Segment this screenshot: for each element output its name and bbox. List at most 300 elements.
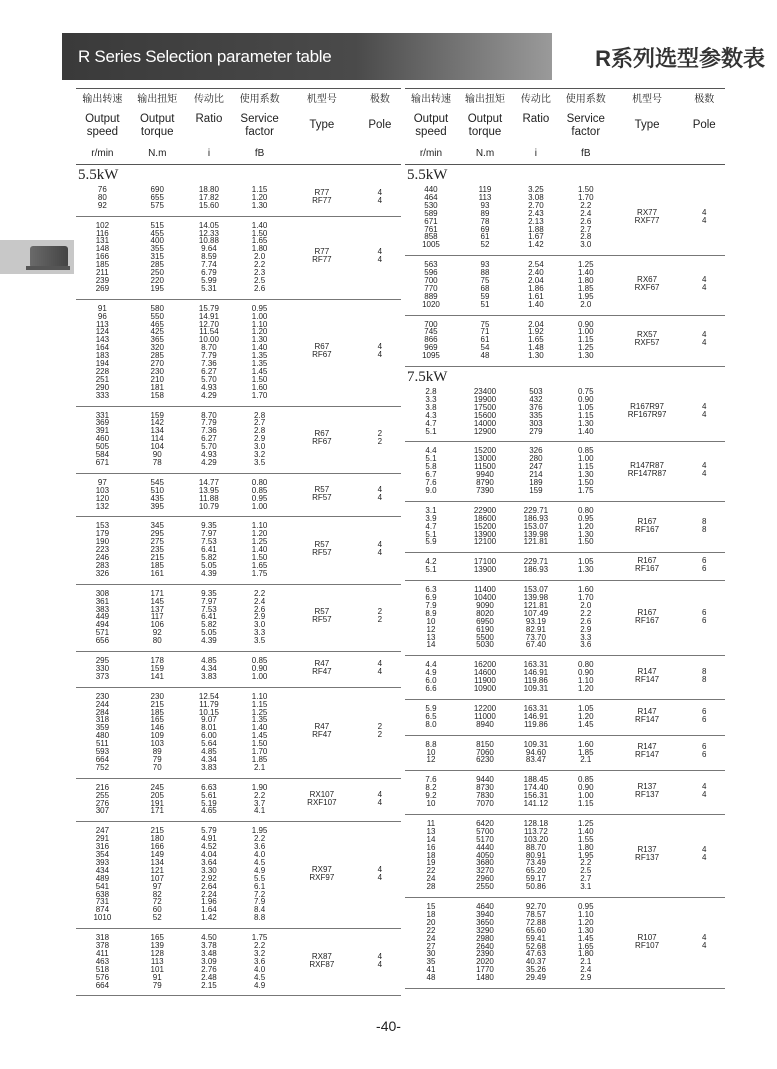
cell-service-factor: 1.30 <box>251 335 268 345</box>
title-bar <box>62 33 777 80</box>
cell-torque: 2960 <box>476 874 494 884</box>
header-cn-0: 输出转速 <box>82 94 123 105</box>
gearmotor-icon <box>0 240 74 274</box>
row-group <box>76 474 401 518</box>
cell-ratio: 4.04 <box>201 850 217 860</box>
cell-torque: 103 <box>150 739 164 749</box>
cell-service-factor: 4.1 <box>254 806 266 816</box>
cell-torque: 15200 <box>473 446 497 456</box>
cell-speed: 6.9 <box>425 593 437 603</box>
cell-ratio: 229.71 <box>523 557 549 567</box>
cell-service-factor: 1.20 <box>251 192 268 202</box>
cell-torque: 5700 <box>476 826 494 836</box>
cell-pole: 4 <box>377 797 383 807</box>
cell-speed: 593 <box>95 747 110 757</box>
cell-speed: 179 <box>95 529 110 539</box>
cell-torque: 270 <box>150 359 164 369</box>
cell-service-factor: 3.0 <box>580 240 592 250</box>
cell-type: RF57 <box>312 615 332 625</box>
cell-ratio: 6.79 <box>201 268 217 278</box>
cell-service-factor: 1.20 <box>577 917 594 927</box>
cell-speed: 489 <box>95 873 110 883</box>
cell-service-factor: 0.90 <box>251 663 268 673</box>
cell-torque: 315 <box>150 252 164 262</box>
table-row <box>76 502 401 511</box>
cell-speed: 24 <box>426 933 436 943</box>
cell-torque: 12900 <box>473 426 497 436</box>
cell-speed: 11 <box>426 818 436 828</box>
cell-service-factor: 4.9 <box>254 980 266 990</box>
cell-torque: 4440 <box>476 842 494 852</box>
cell-speed: 745 <box>424 327 438 337</box>
cell-type: RX57 <box>637 330 658 340</box>
cell-type: R147 <box>637 706 657 716</box>
cell-speed: 331 <box>95 410 110 420</box>
cell-service-factor: 1.80 <box>577 949 594 959</box>
cell-speed: 4.3 <box>425 410 437 420</box>
cell-service-factor: 1.50 <box>251 374 268 384</box>
cell-ratio: 4.93 <box>201 450 217 460</box>
cell-service-factor: 3.6 <box>254 842 266 852</box>
cell-ratio: 163.31 <box>523 703 549 713</box>
cell-service-factor: 1.30 <box>577 351 594 361</box>
cell-ratio: 5.99 <box>201 275 217 285</box>
cell-ratio: 5.05 <box>201 628 217 638</box>
cell-type: R137 <box>637 782 657 792</box>
cell-torque: 195 <box>150 283 164 293</box>
cell-ratio: 1.86 <box>528 283 544 293</box>
cell-torque: 78 <box>152 457 162 467</box>
cell-torque: 455 <box>150 228 164 238</box>
cell-speed: 276 <box>95 798 110 808</box>
cell-speed: 8.0 <box>425 719 437 729</box>
cell-ratio: 146.91 <box>523 668 549 678</box>
cell-service-factor: 0.90 <box>577 783 594 793</box>
cell-torque: 13000 <box>473 454 497 464</box>
cell-service-factor: 2.2 <box>580 858 592 868</box>
cell-ratio: 7.79 <box>201 418 217 428</box>
cell-pole: 4 <box>701 932 707 942</box>
cell-ratio: 12.33 <box>198 228 219 238</box>
cell-pole: 4 <box>377 350 383 360</box>
cell-speed: 318 <box>95 715 110 725</box>
cell-speed: 183 <box>95 351 110 361</box>
cell-torque: 134 <box>150 857 164 867</box>
cell-speed: 10 <box>426 799 436 808</box>
row-group <box>405 898 725 989</box>
cell-ratio: 1.40 <box>528 299 544 309</box>
table-row <box>76 636 401 645</box>
table-row <box>405 486 725 495</box>
cell-ratio: 4.93 <box>201 382 217 392</box>
cell-torque: 220 <box>150 275 164 285</box>
row-group <box>405 771 725 815</box>
cell-speed: 4.4 <box>425 446 437 456</box>
cell-service-factor: 1.35 <box>251 715 268 725</box>
cell-ratio: 47.63 <box>525 949 546 959</box>
cell-service-factor: 0.95 <box>251 493 268 503</box>
cell-service-factor: 7.9 <box>254 897 266 907</box>
cell-ratio: 5.70 <box>201 374 217 384</box>
cell-speed: 7.9 <box>425 600 437 610</box>
cell-speed: 30 <box>426 949 436 959</box>
cell-service-factor: 0.95 <box>577 513 594 523</box>
cell-torque: 145 <box>150 596 164 606</box>
cell-service-factor: 2.6 <box>254 604 266 614</box>
cell-speed: 48 <box>426 973 436 983</box>
cell-speed: 16 <box>426 842 436 852</box>
cell-torque: 690 <box>150 185 164 194</box>
cell-type: R167 <box>637 556 657 566</box>
cell-service-factor: 1.40 <box>577 426 594 436</box>
table-row <box>76 913 401 922</box>
cell-torque: 93 <box>480 200 490 210</box>
cell-torque: 15200 <box>473 521 497 531</box>
cell-ratio: 4.39 <box>201 636 217 646</box>
cell-pole: 4 <box>701 207 707 217</box>
header-cn-4: 机型号 <box>306 94 337 105</box>
cell-type: RF167 <box>635 524 660 534</box>
cell-service-factor: 1.60 <box>577 585 594 595</box>
cell-speed: 494 <box>95 620 110 630</box>
cell-type: R167 <box>637 607 657 617</box>
cell-service-factor: 0.80 <box>251 477 268 487</box>
header-en-2: Ratio <box>195 113 223 125</box>
cell-ratio: 2.92 <box>201 873 217 883</box>
cell-type: RXF77 <box>634 215 660 225</box>
cell-service-factor: 0.85 <box>251 485 268 495</box>
cell-service-factor: 1.65 <box>251 236 268 246</box>
cell-speed: 15 <box>426 902 436 911</box>
cell-ratio: 5.70 <box>201 442 217 452</box>
cell-speed: 6.3 <box>425 585 437 595</box>
row-group <box>76 217 401 300</box>
row-group <box>405 656 725 700</box>
row-group <box>76 517 401 584</box>
cell-ratio: 2.54 <box>528 260 544 270</box>
cell-ratio: 3.09 <box>201 956 217 966</box>
cell-torque: 3650 <box>476 917 494 927</box>
cell-speed: 13 <box>426 826 436 836</box>
table-header <box>405 88 725 165</box>
cell-speed: 143 <box>95 335 110 345</box>
cell-type: RXF57 <box>634 338 660 348</box>
cell-ratio: 303 <box>529 418 543 428</box>
cell-pole: 4 <box>377 187 383 197</box>
cell-ratio: 82.91 <box>525 624 546 634</box>
cell-torque: 18600 <box>473 513 497 523</box>
cell-ratio: 5.05 <box>201 560 217 570</box>
cell-torque: 13900 <box>473 565 497 575</box>
cell-pole: 8 <box>701 675 707 685</box>
cell-type: R77 <box>314 247 330 257</box>
cell-speed: 4.4 <box>425 660 437 670</box>
cell-ratio: 1.88 <box>528 224 544 234</box>
cell-torque: 275 <box>150 537 164 547</box>
cell-speed: 3.9 <box>425 513 437 523</box>
cell-ratio: 7.36 <box>201 359 217 369</box>
cell-service-factor: 3.2 <box>254 450 266 460</box>
cell-pole: 4 <box>377 872 383 882</box>
cell-pole: 2 <box>377 429 383 439</box>
cell-pole: 4 <box>701 790 707 800</box>
cell-ratio: 4.85 <box>201 656 217 666</box>
cell-pole: 8 <box>701 524 707 534</box>
cell-type: R57 <box>314 484 330 494</box>
cell-torque: 91 <box>152 972 162 982</box>
cell-speed: 3.3 <box>425 394 437 404</box>
cell-speed: 9.0 <box>425 485 437 495</box>
cell-torque: 10400 <box>473 593 497 603</box>
cell-torque: 59 <box>480 291 490 301</box>
cell-type: RF167R97 <box>627 409 667 419</box>
cell-type: R57 <box>314 540 330 550</box>
cell-torque: 92 <box>152 628 162 638</box>
cell-ratio: 1.48 <box>528 343 544 353</box>
cell-speed: 255 <box>95 790 110 800</box>
cell-speed: 511 <box>95 739 109 749</box>
cell-service-factor: 1.70 <box>577 192 594 202</box>
cell-ratio: 73.70 <box>525 632 546 642</box>
cell-ratio: 1.42 <box>528 240 544 250</box>
cell-speed: 4.7 <box>425 418 437 428</box>
cell-ratio: 83.47 <box>525 755 546 765</box>
cell-type: RF67 <box>312 350 332 360</box>
cell-torque: 14600 <box>473 668 497 678</box>
cell-speed: 307 <box>95 806 110 816</box>
cell-service-factor: 1.15 <box>577 335 594 345</box>
cell-service-factor: 1.30 <box>577 529 594 539</box>
cell-ratio: 139.98 <box>523 593 549 603</box>
cell-service-factor: 1.25 <box>577 343 594 353</box>
cell-ratio: 59.17 <box>525 874 546 884</box>
cell-type: R57 <box>314 607 330 617</box>
cell-ratio: 107.49 <box>523 608 549 618</box>
cell-ratio: 10.15 <box>198 707 219 717</box>
cell-service-factor: 1.30 <box>577 565 594 575</box>
cell-torque: 19900 <box>473 394 497 404</box>
header-cn-4: 机型号 <box>632 94 663 105</box>
cell-service-factor: 1.95 <box>577 850 594 860</box>
cell-ratio: 279 <box>529 426 543 436</box>
cell-torque: 235 <box>150 545 164 555</box>
cell-ratio: 3.83 <box>201 762 217 772</box>
cell-service-factor: 1.75 <box>251 568 268 578</box>
cell-torque: 3290 <box>476 925 494 935</box>
cell-torque: 3270 <box>476 866 494 876</box>
cell-torque: 8020 <box>476 608 494 618</box>
cell-torque: 161 <box>150 568 164 578</box>
cell-speed: 80 <box>97 192 107 202</box>
cell-service-factor: 8.8 <box>254 913 266 923</box>
cell-service-factor: 0.85 <box>577 775 594 785</box>
cell-torque: 52 <box>152 913 162 923</box>
cell-ratio: 29.49 <box>525 973 546 983</box>
cell-torque: 2390 <box>476 949 494 959</box>
cell-ratio: 6.41 <box>201 545 217 555</box>
cell-speed: 369 <box>95 418 110 428</box>
cell-pole: 4 <box>377 951 383 961</box>
header-cn-2: 传动比 <box>193 94 224 105</box>
cell-ratio: 335 <box>529 410 543 420</box>
row-group <box>76 585 401 652</box>
cell-torque: 17500 <box>473 402 497 412</box>
cell-service-factor: 1.10 <box>577 909 594 919</box>
cell-ratio: 376 <box>529 402 543 412</box>
cell-ratio: 4.52 <box>201 842 217 852</box>
table-row <box>76 569 401 578</box>
cell-torque: 128 <box>150 948 164 958</box>
cell-service-factor: 3.5 <box>254 457 266 467</box>
cell-service-factor: 1.80 <box>577 275 594 285</box>
cell-torque: 12200 <box>473 703 497 713</box>
cell-torque: 13900 <box>473 529 497 539</box>
cell-speed: 1010 <box>93 913 112 923</box>
cell-torque: 7070 <box>476 799 494 808</box>
cell-ratio: 2.24 <box>201 889 217 899</box>
cell-speed: 1095 <box>422 351 440 361</box>
cell-service-factor: 0.95 <box>251 303 268 313</box>
cell-ratio: 186.93 <box>523 513 549 523</box>
table-row <box>405 300 725 309</box>
cell-ratio: 15.79 <box>198 303 219 313</box>
cell-pole: 4 <box>701 282 707 292</box>
cell-ratio: 280 <box>529 454 543 464</box>
cell-torque: 146 <box>150 723 164 733</box>
cell-pole: 4 <box>701 401 707 411</box>
cell-torque: 121 <box>150 865 164 875</box>
table-row <box>76 763 401 772</box>
cell-torque: 295 <box>150 529 164 539</box>
cell-ratio: 92.70 <box>525 902 546 911</box>
header-en-1: Output torque <box>467 113 503 138</box>
cell-ratio: 153.07 <box>523 585 549 595</box>
cell-torque: 82 <box>152 889 162 899</box>
cell-torque: 141 <box>150 671 164 681</box>
cell-ratio: 7.53 <box>201 604 217 614</box>
cell-speed: 3.8 <box>425 402 437 412</box>
cell-speed: 223 <box>95 545 110 555</box>
cell-speed: 480 <box>95 731 110 741</box>
cell-pole: 4 <box>701 274 707 284</box>
cell-ratio: 67.40 <box>525 640 546 650</box>
cell-type: R137 <box>637 845 657 855</box>
cell-ratio: 10.00 <box>198 335 219 345</box>
cell-service-factor: 2.9 <box>580 624 592 634</box>
cell-service-factor: 2.0 <box>580 299 592 309</box>
cell-service-factor: 3.5 <box>254 636 266 646</box>
table-row <box>405 640 725 649</box>
cell-speed: 700 <box>424 319 438 329</box>
cell-ratio: 11.54 <box>199 327 219 337</box>
cell-torque: 171 <box>150 806 164 816</box>
cell-ratio: 5.79 <box>201 826 217 836</box>
cell-service-factor: 1.10 <box>251 521 268 531</box>
cell-ratio: 1.92 <box>528 327 544 337</box>
cell-ratio: 186.93 <box>523 565 549 575</box>
cell-type: R167 <box>637 516 657 526</box>
cell-speed: 308 <box>95 588 110 598</box>
header-en-3: Service factor <box>566 113 605 138</box>
cell-speed: 752 <box>95 762 110 772</box>
cell-torque: 2020 <box>476 957 494 967</box>
cell-torque: 14000 <box>473 418 497 428</box>
cell-ratio: 14.77 <box>198 477 219 487</box>
cell-torque: 9440 <box>476 775 494 785</box>
cell-pole: 6 <box>701 742 707 752</box>
cell-speed: 518 <box>95 964 110 974</box>
cell-speed: 770 <box>424 283 438 293</box>
cell-service-factor: 1.15 <box>251 185 268 194</box>
cell-type: RXF67 <box>634 282 660 292</box>
cell-service-factor: 1.45 <box>251 366 268 376</box>
cell-ratio: 4.34 <box>201 663 217 673</box>
cell-torque: 165 <box>150 933 164 943</box>
cell-speed: 316 <box>95 842 110 852</box>
cell-ratio: 1.67 <box>528 232 544 242</box>
cell-service-factor: 1.65 <box>577 941 594 951</box>
cell-speed: 866 <box>424 335 438 345</box>
cell-ratio: 5.64 <box>201 739 217 749</box>
row-group <box>76 300 401 407</box>
cell-service-factor: 1.75 <box>251 933 268 943</box>
cell-ratio: 2.70 <box>528 200 544 210</box>
cell-type: RX107 <box>309 789 335 799</box>
cell-torque: 510 <box>150 485 164 495</box>
cell-speed: 190 <box>95 537 110 547</box>
cell-ratio: 121.81 <box>523 600 549 610</box>
header-cn-3: 使用系数 <box>239 94 280 105</box>
cell-service-factor: 1.20 <box>577 521 594 531</box>
cell-service-factor: 1.10 <box>577 676 594 686</box>
cell-type: RF147R87 <box>627 469 667 479</box>
cell-service-factor: 1.80 <box>251 244 268 254</box>
cell-service-factor: 2.1 <box>580 957 592 967</box>
cell-speed: 194 <box>95 359 110 369</box>
cell-service-factor: 2.3 <box>254 268 266 278</box>
cell-ratio: 5.31 <box>201 283 217 293</box>
cell-ratio: 15.60 <box>198 200 219 210</box>
cell-pole: 4 <box>377 342 383 352</box>
header-unit-1: N.m <box>148 148 167 159</box>
cell-speed: 295 <box>95 656 110 666</box>
cell-speed: 10 <box>426 616 436 626</box>
cell-ratio: 5.61 <box>201 790 217 800</box>
cell-ratio: 2.04 <box>528 275 544 285</box>
cell-type: RF57 <box>312 548 332 558</box>
cell-pole: 4 <box>701 338 707 348</box>
cell-speed: 333 <box>95 390 110 400</box>
cell-speed: 589 <box>424 208 438 218</box>
cell-pole: 4 <box>701 853 707 863</box>
cell-pole: 4 <box>701 409 707 419</box>
cell-ratio: 13.95 <box>198 485 219 495</box>
cell-torque: 51 <box>480 299 490 309</box>
cell-ratio: 93.19 <box>525 616 546 626</box>
cell-service-factor: 1.25 <box>577 818 594 828</box>
header-en-0: Output speed <box>85 113 120 138</box>
header-unit-2: i <box>534 148 537 159</box>
cell-ratio: 18.80 <box>198 185 219 194</box>
cell-torque: 72 <box>152 897 162 907</box>
cell-speed: 19 <box>426 858 436 868</box>
cell-ratio: 7.36 <box>201 426 217 436</box>
cell-ratio: 3.64 <box>201 857 217 867</box>
cell-speed: 166 <box>95 252 110 262</box>
cell-ratio: 1.61 <box>528 291 544 301</box>
cell-service-factor: 2.2 <box>580 200 592 210</box>
cell-type: RF167 <box>635 615 660 625</box>
